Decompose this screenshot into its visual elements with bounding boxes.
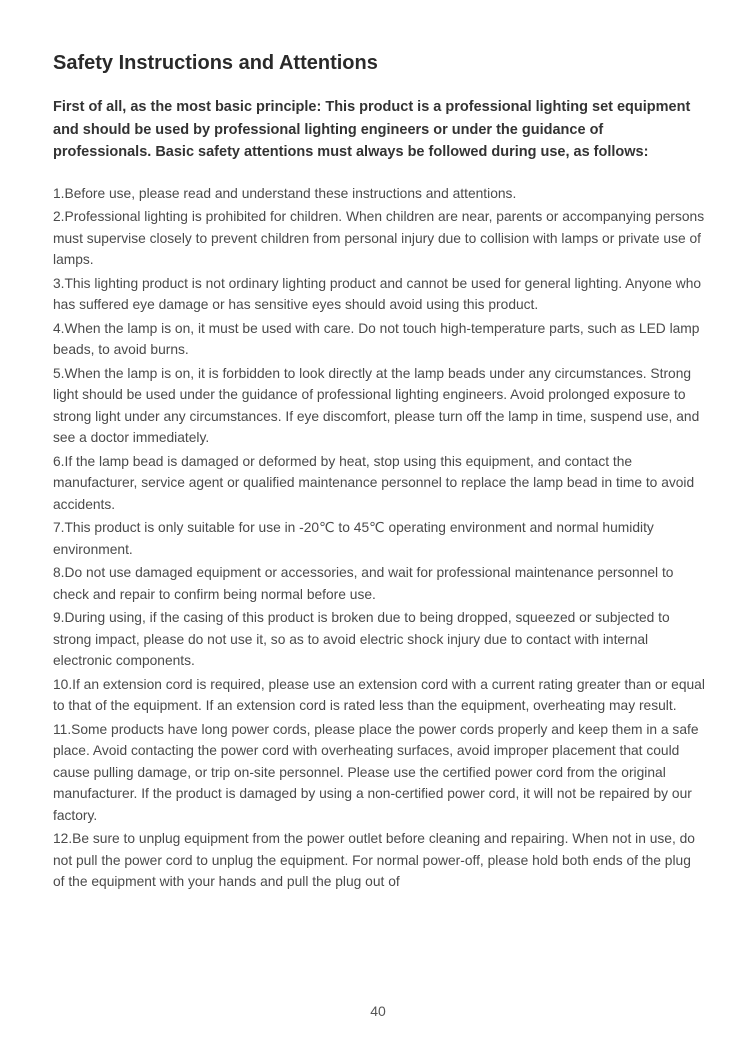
instruction-list <box>53 183 705 893</box>
instruction-item-4: 4.When the lamp is on, it must be used with care. Do not touch high-temperature parts, such as LED lamp beads, to avoid burns. <box>53 320 700 357</box>
instruction-item-5: 5.When the lamp is on, it is forbidden to look directly at the lamp beads under any circumstances. Strong light should be used under the guidance of professional lighting engineers. Avoid prolonged exposure to strong light under any circumstances. If eye discomfort, please turn off the lamp in time, suspend use, and see a doctor immediately. <box>53 365 700 445</box>
instruction-item-2: 2.Professional lighting is prohibited for children. When children are near, parents or accompanying persons must supervise closely to prevent children from personal injury due to collision with lamps or private use of lamps. <box>53 209 705 267</box>
instruction-item-11: 11.Some products have long power cords, please place the power cords properly and keep them in a safe place. Avoid contacting the power cord with overheating surfaces, avoid improper placement that could cause pulling damage, or trip on-site personnel. Please use the certified power cord from the original manufacturer. If the product is damaged by using a non-certified power cord, it will not be repaired by our factory. <box>53 721 699 823</box>
instruction-item-1: 1.Before use, please read and understand these instructions and attentions. <box>53 185 517 201</box>
instruction-item-8: 8.Do not use damaged equipment or accessories, and wait for professional maintenance personnel to check and repair to confirm being normal before use. <box>53 565 674 602</box>
instruction-item-9: 9.During using, if the casing of this product is broken due to being dropped, squeezed or subjected to strong impact, please do not use it, so as to avoid electric shock injury due to contact with internal electronic components. <box>53 610 670 668</box>
document-page <box>53 50 705 895</box>
instruction-item-10: 10.If an extension cord is required, please use an extension cord with a current rating greater than or equal to that of the equipment. If an extension cord is rated less than the equipment, overheating may result. <box>53 676 705 713</box>
instruction-item-6: 6.If the lamp bead is damaged or deformed by heat, stop using this equipment, and contact the manufacturer, service agent or qualified maintenance personnel to replace the lamp bead in time to avoid accidents. <box>53 453 695 512</box>
instruction-item-3: 3.This lighting product is not ordinary lighting product and cannot be used for general lighting. Anyone who has suffered eye damage or has sensitive eyes should avoid using this product. <box>53 275 702 312</box>
instruction-item-7: 7.This product is only suitable for use in -20℃ to 45℃ operating environment and normal humidity environment. <box>53 520 654 557</box>
page-title: Safety Instructions and Attentions <box>53 52 378 74</box>
instruction-item-12: 12.Be sure to unplug equipment from the power outlet before cleaning and repairing. When not in use, do not pull the power cord to unplug the equipment. For normal power-off, please hold both ends of the plug of the equipment with your hands and pull the plug out of <box>53 831 695 889</box>
page-number: 40 <box>370 1003 386 1019</box>
intro-paragraph: First of all, as the most basic principle: This product is a professional lighting set equipment and should be used by professional lighting engineers or under the guidance of professionals. Basic safety attentions must always be followed during use, as follows: <box>53 99 691 160</box>
